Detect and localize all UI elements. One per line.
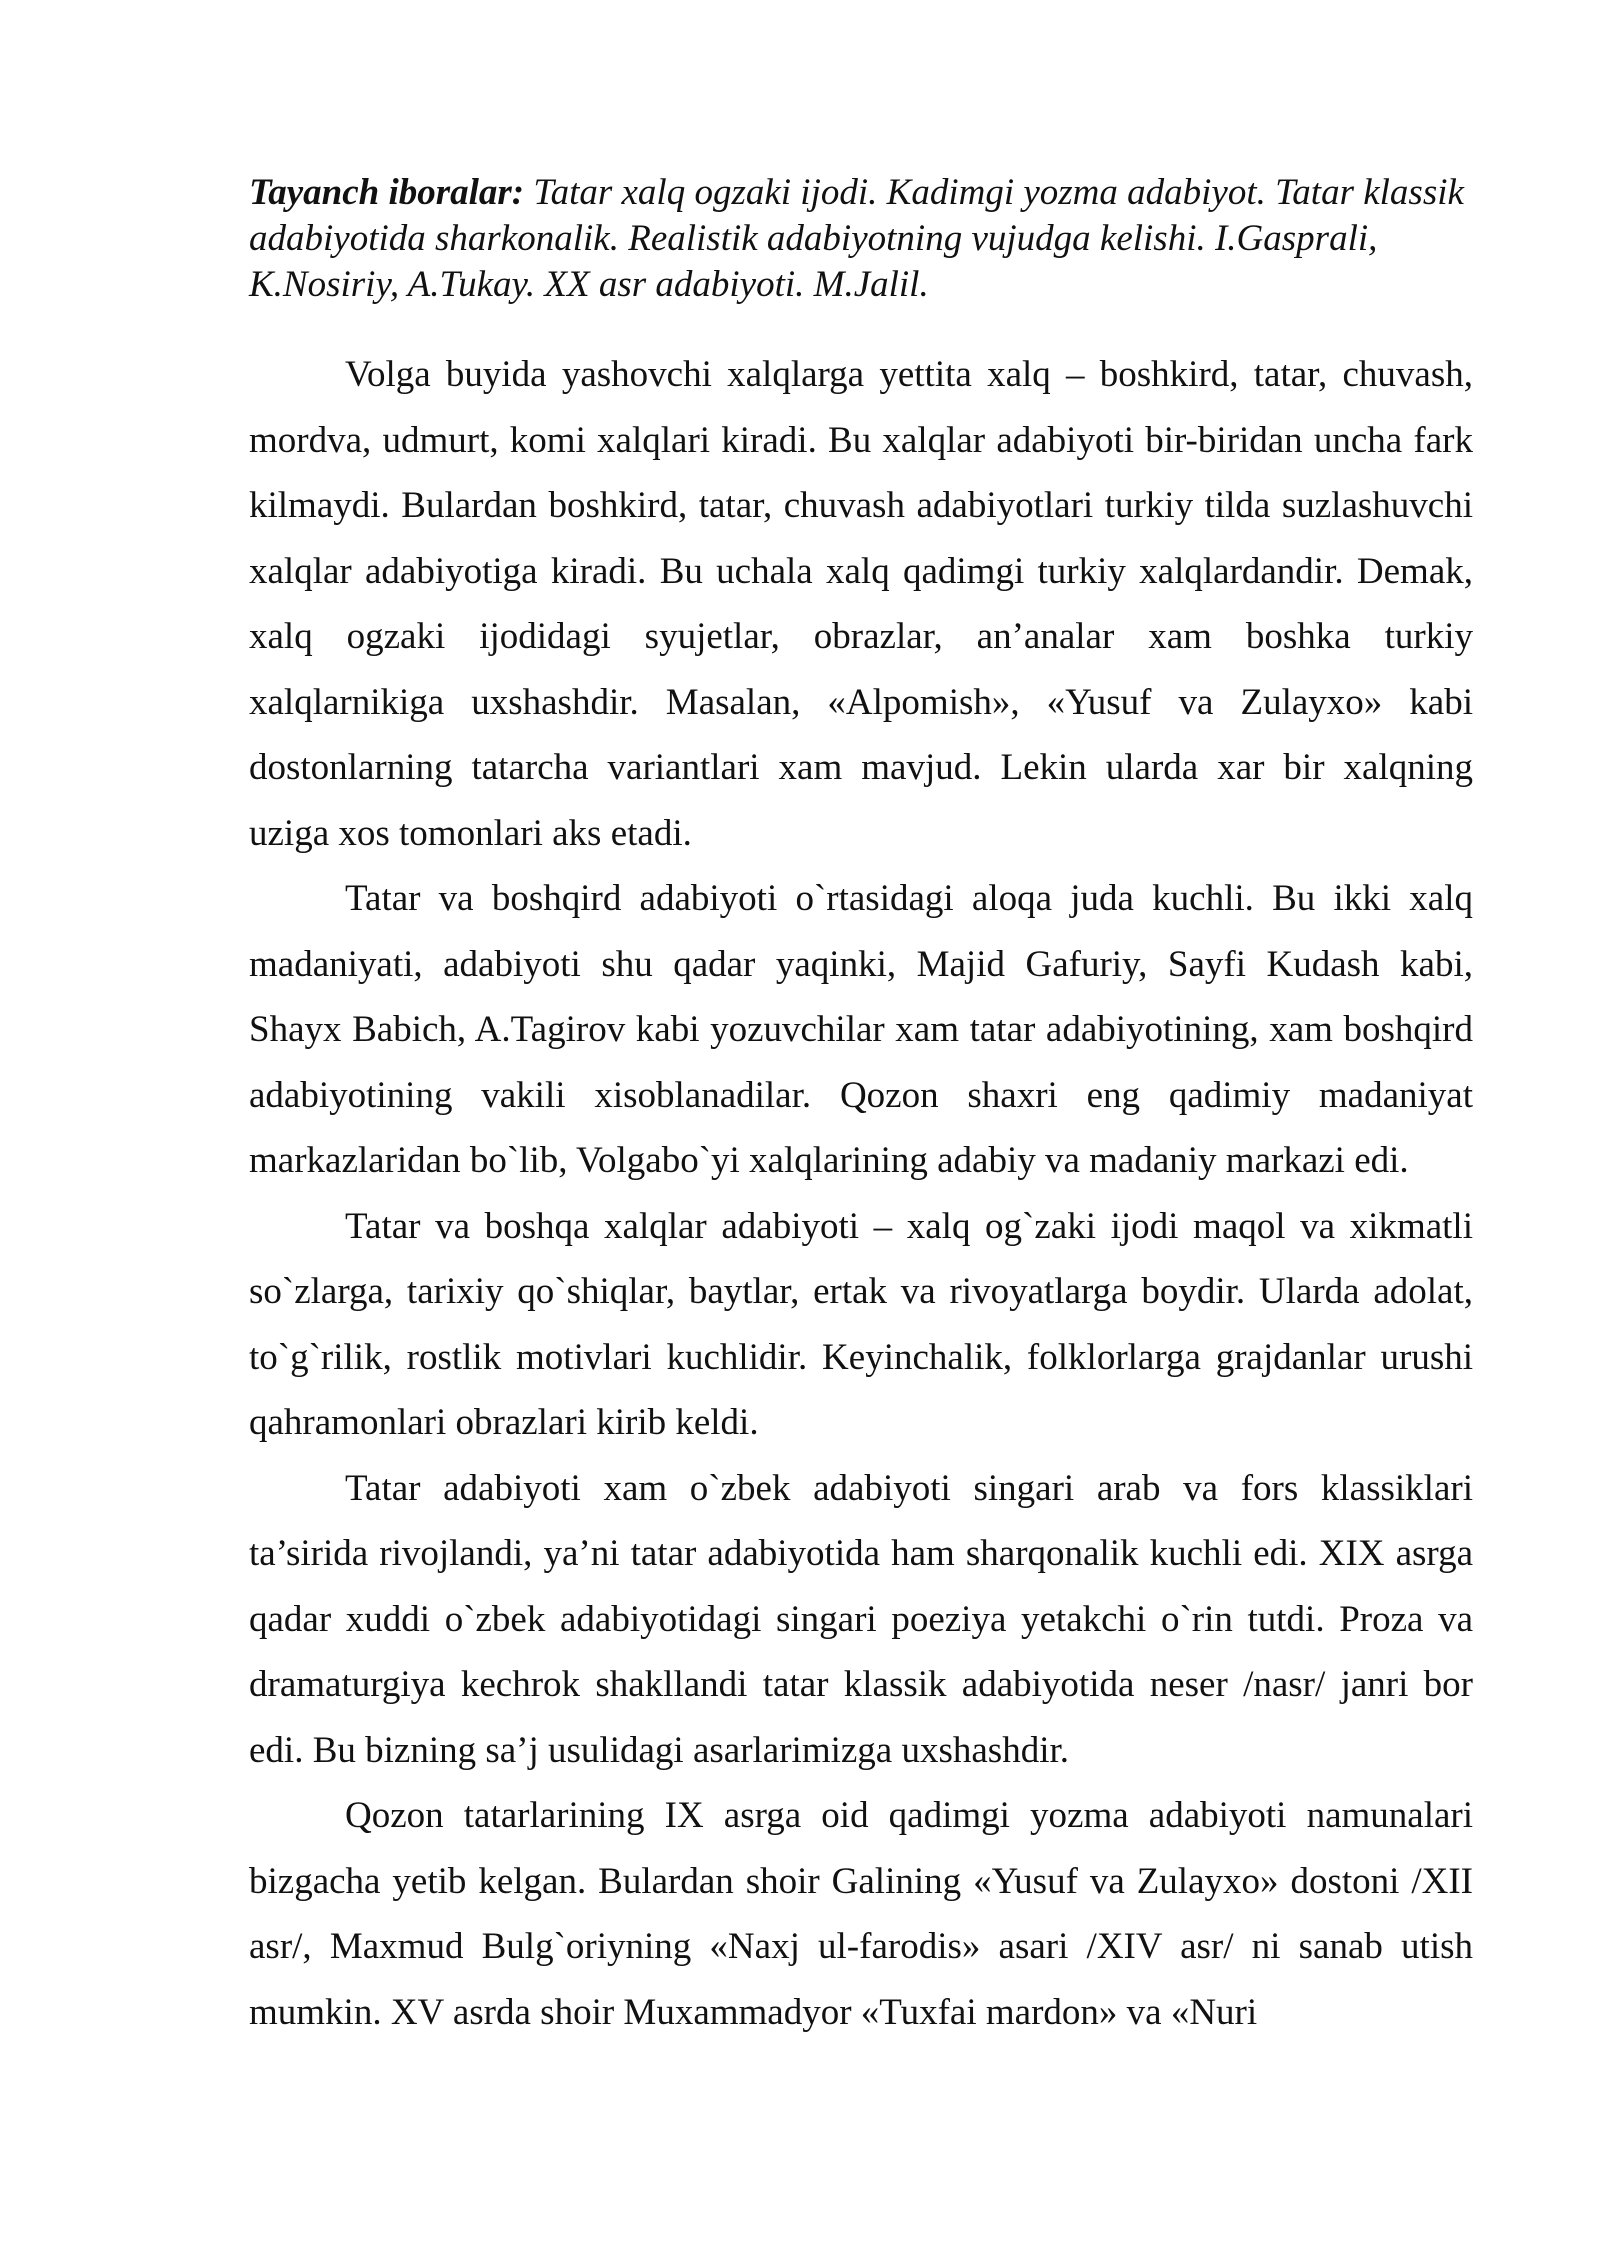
document-page <box>249 170 1473 2045</box>
body-paragraph-2: Tatar va boshqird adabiyoti o`rtasidagi aloqa juda kuchli. Bu ikki xalq madaniyati, adabiyoti shu qadar yaqinki, Majid Gafuriy, Sayfi Kudash kabi, Shayx Babich, A.Tagirov kabi yozuvchilar xam tatar adabiyotining, xam boshqird adabiyotining vakili xisoblanadilar. Qozon shaxri eng qadimiy madaniyat markazlaridan bo`lib, Volgabo`yi xalqlarining adabiy va madaniy markazi edi. <box>249 878 1473 1181</box>
keywords-paragraph <box>249 170 1473 308</box>
body-paragraph-4: Tatar adabiyoti xam o`zbek adabiyoti singari arab va fors klassiklari ta’sirida rivojlandi, ya’ni tatar adabiyotida ham sharqonalik kuchli edi. XIX asrga qadar xuddi o`zbek adabiyotidagi singari poeziya yetakchi o`rin tutdi. Proza va dramaturgiya kechrok shakllandi tatar klassik adabiyotida neser /nasr/ janri bor edi. Bu bizning sa’j usulidagi asarlarimizga uxshashdir. <box>249 1467 1473 1771</box>
body-paragraph-1: Volga buyida yashovchi xalqlarga yettita xalq – boshkird, tatar, chuvash, mordva, udmurt, komi xalqlari kiradi. Bu xalqlar adabiyoti bir-biridan uncha fark kilmaydi. Bulardan boshkird, tatar, chuvash adabiyotlari turkiy tilda suzlashuvchi xalqlar adabiyotiga kiradi. Bu uchala xalq qadimgi turkiy xalqlardandir. Demak, xalq ogzaki ijodidagi syujetlar, obrazlar, an’analar xam boshka turkiy xalqlarnikiga uxshashdir. Masalan, «Alpomish», «Yusuf va Zulayxo» kabi dostonlarning tatarcha variantlari xam mavjud. Lekin ularda xar bir xalqning uziga xos tomonlari aks etadi. <box>249 354 1473 854</box>
keywords-label: Tayanch iboralar: <box>249 172 525 213</box>
keywords-text: Tatar xalq ogzaki ijodi. Kadimgi yozma adabiyot. Tatar klassik adabiyotida sharkonalik. Realistik adabiyotning vujudga kelishi. I.Gasprali, K.Nosiriy, A.Tukay. XX asr adabiyoti. M.Jalil. <box>249 172 1464 305</box>
body-paragraph-5: Qozon tatarlarining IX asrga oid qadimgi yozma adabiyoti namunalari bizgacha yetib kelgan. Bulardan shoir Galining «Yusuf va Zulayxo» dostoni /XII asr/, Maxmud Bulg`oriyning «Naxj ul-farodis» asari /XIV asr/ ni sanab utish mumkin. XV asrda shoir Muxammadyor «Tuxfai mardon» va «Nuri <box>249 1795 1473 2033</box>
body-paragraph-3: Tatar va boshqa xalqlar adabiyoti – xalq og`zaki ijodi maqol va xikmatli so`zlarga, tarixiy qo`shiqlar, baytlar, ertak va rivoyatlarga boydir. Ularda adolat, to`g`rilik, rostlik motivlari kuchlidir. Keyinchalik, folklorlarga grajdanlar urushi qahramonlari obrazlari kirib keldi. <box>249 1205 1473 1443</box>
